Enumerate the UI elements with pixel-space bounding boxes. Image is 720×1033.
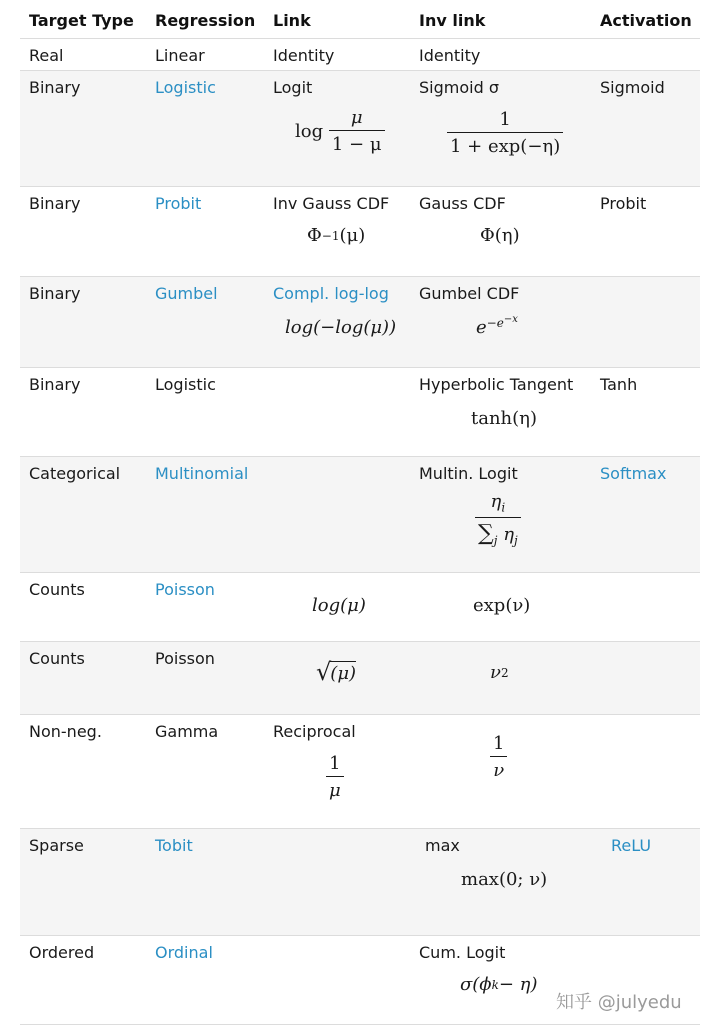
regression-link-probit[interactable]: Probit [155, 194, 202, 213]
phi-eta: Φ(η) [480, 225, 520, 246]
cell-target: Counts [29, 580, 85, 599]
cell-target: Binary [29, 375, 81, 394]
sum-symbol: ∑ [478, 520, 494, 546]
denominator: 1 − μ [329, 130, 385, 155]
table-row [20, 715, 700, 829]
link-compl-log-log[interactable]: Compl. log-log [273, 284, 389, 303]
fraction [475, 491, 521, 547]
exp-e: −e [486, 315, 504, 330]
regression-link-ordinal[interactable]: Ordinal [155, 943, 213, 962]
cell-regression: Poisson [155, 649, 215, 668]
cell-inv-link: max [425, 836, 460, 855]
formula-sqrt [316, 658, 356, 686]
formula-gauss-cdf [480, 225, 520, 246]
max-text: max(0; ν) [461, 869, 548, 890]
formula-gumbel-cdf [476, 313, 518, 338]
fraction [447, 109, 563, 157]
numerator: 1 [499, 109, 511, 130]
loglog-text: log(−log(μ)) [285, 317, 397, 338]
sqrt-arg: (μ) [330, 662, 357, 684]
phi-symbol: Φ [307, 225, 322, 246]
cell-activation: Tanh [600, 375, 638, 394]
cell-link: Logit [273, 78, 313, 97]
table-row [20, 277, 700, 368]
table-row [20, 39, 700, 71]
denominator: μ [326, 776, 344, 801]
denominator: ν [490, 756, 507, 781]
regression-link-logistic[interactable]: Logistic [155, 78, 216, 97]
formula-nu-squared [490, 662, 509, 683]
watermark: 知乎 @julyedu [556, 992, 682, 1013]
cell-inv-link: Gauss CDF [419, 194, 506, 213]
header-regression: Regression [155, 11, 256, 30]
activation-link-softmax[interactable]: Softmax [600, 464, 667, 483]
cell-inv-link: Identity [419, 46, 481, 65]
formula-max [461, 869, 547, 890]
cell-inv-link: Multin. Logit [419, 464, 518, 483]
fraction [326, 753, 344, 801]
argument: (μ) [339, 225, 366, 246]
cell-link: Identity [273, 46, 335, 65]
formula-cloglog [285, 317, 396, 338]
superscript: −1 [321, 228, 340, 243]
cell-target: Counts [29, 649, 85, 668]
tanh-text: tanh(η) [471, 408, 537, 429]
numerator: 1 [329, 753, 341, 774]
cell-target: Binary [29, 78, 81, 97]
regression-link-tobit[interactable]: Tobit [155, 836, 193, 855]
glm-table [20, 0, 700, 1025]
sqrt-icon: √ [316, 658, 332, 686]
denominator: 1 + exp(−η) [447, 132, 563, 157]
table-row [20, 457, 700, 573]
header-activation: Activation [600, 11, 692, 30]
formula-log-mu [312, 595, 366, 616]
header-link: Link [273, 11, 311, 30]
table-row [20, 642, 700, 715]
table-row [20, 187, 700, 277]
formula-logit [295, 107, 385, 155]
fraction [490, 733, 507, 781]
formula-cum-logit [460, 974, 538, 995]
header-inv-link: Inv link [419, 11, 486, 30]
cell-link: Inv Gauss CDF [273, 194, 390, 213]
sub-j: j [493, 533, 498, 548]
eta-j: η [503, 523, 514, 545]
cell-target: Binary [29, 284, 81, 303]
sub-j2: j [513, 533, 518, 548]
eta-i: η [490, 491, 502, 512]
formula-tanh [471, 408, 537, 429]
cell-inv-link: Sigmoid σ [419, 78, 499, 97]
regression-link-poisson[interactable]: Poisson [155, 580, 215, 599]
table-row [20, 368, 700, 457]
formula-exp-nu [473, 595, 530, 616]
square: 2 [500, 665, 509, 680]
cell-inv-link: Gumbel CDF [419, 284, 520, 303]
log-text: log [295, 120, 324, 142]
exp-x: −x [503, 313, 518, 325]
formula-reciprocal-mu [326, 753, 344, 801]
cell-regression: Linear [155, 46, 205, 65]
cell-target: Ordered [29, 943, 95, 962]
numerator: μ [350, 107, 363, 128]
table-row [20, 71, 700, 187]
numerator: 1 [493, 733, 505, 754]
cell-target: Non-neg. [29, 722, 102, 741]
table-row [20, 829, 700, 936]
cell-target: Sparse [29, 836, 84, 855]
sub-i: i [501, 500, 506, 515]
regression-link-multinomial[interactable]: Multinomial [155, 464, 249, 483]
cell-target: Real [29, 46, 64, 65]
cell-regression: Logistic [155, 375, 216, 394]
cell-activation: Probit [600, 194, 647, 213]
cell-activation: Sigmoid [600, 78, 665, 97]
cell-regression: Gamma [155, 722, 219, 741]
cell-target: Binary [29, 194, 81, 213]
minus-eta: − η) [498, 974, 538, 995]
table-header-row [20, 0, 700, 39]
formula-sigmoid [447, 109, 563, 157]
exp-nu-text: exp(ν) [473, 595, 531, 616]
nu: ν [490, 662, 501, 683]
header-target-type: Target Type [29, 11, 134, 30]
cell-link: Reciprocal [273, 722, 356, 741]
e-base: e [476, 317, 487, 338]
cell-inv-link: Hyperbolic Tangent [419, 375, 574, 394]
regression-link-gumbel[interactable]: Gumbel [155, 284, 218, 303]
formula-softmax [475, 491, 521, 547]
cell-target: Categorical [29, 464, 121, 483]
table-row [20, 573, 700, 642]
sigma-phi: σ(ϕ [460, 974, 492, 995]
cell-inv-link: Cum. Logit [419, 943, 506, 962]
formula-reciprocal-nu [490, 733, 507, 781]
log-mu-text: log(μ) [312, 595, 366, 616]
sub-k: k [491, 977, 499, 992]
formula-inv-gauss-cdf [307, 225, 365, 246]
fraction [329, 107, 385, 155]
activation-link-relu[interactable]: ReLU [611, 836, 652, 855]
